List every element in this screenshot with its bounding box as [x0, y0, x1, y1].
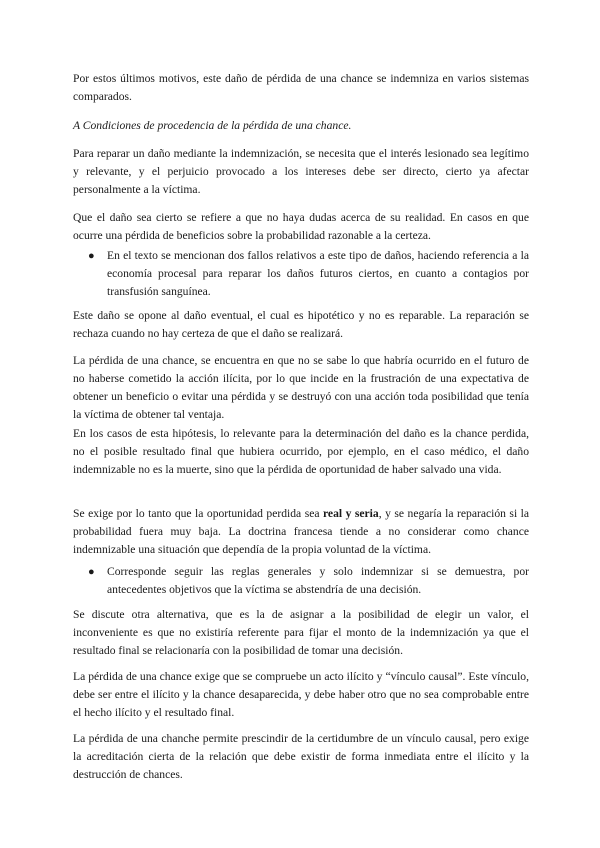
bullet-item-reglas	[88, 563, 529, 599]
paragraph-intro: Por estos últimos motivos, este daño de pérdida de una chance se indemniza en varios sistemas comparados.	[73, 72, 529, 103]
paragraph-real-seria: Se exige por lo tanto que la oportunidad perdida sea real y seria, y se negaría la reparación si la probabilidad fuera muy baja. La doctrina francesa tiende a no considerar como chance indemnizable una situación que dependía de la propia voluntad de la víctima.	[73, 507, 530, 556]
paragraph-alternativa: Se discute otra alternativa, que es la de asignar a la posibilidad de elegir un valor, el inconveniente es que no existiría referente para fijar el monto de la indemnización ya que el resultado final se relacionaría con la posibilidad de tomar una decisión.	[73, 608, 529, 657]
bullet-icon: ●	[88, 250, 95, 262]
paragraph-certidumbre: La pérdida de una chanche permite prescindir de la certidumbre de un vínculo causal, pero exige la acreditación cierta de la relación que debe existir de forma inmediata entre el ilícito y la destrucción de chances.	[73, 732, 529, 781]
bullet-item-fallos	[88, 247, 529, 301]
paragraph-perdida-chance: La pérdida de una chance, se encuentra en que no se sabe lo que habría ocurrido en el futuro de no haberse cometido la acción ilícita, por lo que incide en la frustración de una expectativa de obtener un beneficio o evitar una pérdida y se destruyó con una acción toda posibilidad que tenía la víctima de obtener tal ventaja.	[73, 354, 529, 421]
paragraph-eventual: Este daño se opone al daño eventual, el cual es hipotético y no es reparable. La reparación se rechaza cuando no hay certeza de que el daño se realizará.	[73, 309, 529, 340]
paragraph-requirements: Para reparar un daño mediante la indemnización, se necesita que el interés lesionado sea legítimo y relevante, y el perjuicio provocado a los intereses debe ser directo, cierto ya afectar personalmente a la víctima.	[73, 147, 529, 196]
paragraph-hipotesis: En los casos de esta hipótesis, lo relevante para la determinación del daño es la chance perdida, no el posible resultado final que hubiera ocurrido, por ejemplo, en el caso médico, el daño indemnizable no es la muerte, sino que la pérdida de oportunidad de haber salvado una vida.	[73, 427, 529, 476]
bullet-icon: ●	[88, 566, 95, 578]
paragraph-vinculo-causal: La pérdida de una chance exige que se compruebe un acto ilícito y “vínculo causal”. Este vínculo, debe ser entre el ilícito y la chance desaparecida, y debe haber otro que no sea comprobable entre el hecho ilícito y el resultado final.	[73, 670, 529, 719]
bullet-text: Corresponde seguir las reglas generales y solo indemnizar si se demuestra, por antecedentes objetivos que la víctima se abstendría de una decisión.	[107, 565, 529, 596]
paragraph-cierto: Que el daño sea cierto se refiere a que no haya dudas acerca de su realidad. En casos en que ocurre una pérdida de beneficios sobre la probabilidad razonable a la certeza.	[73, 211, 529, 242]
section-heading: A Condiciones de procedencia de la pérdida de una chance.	[73, 119, 352, 132]
bold-emphasis: real y seria	[323, 507, 379, 520]
bullet-text: En el texto se mencionan dos fallos relativos a este tipo de daños, haciendo referencia a la economía procesal para reparar los daños futuros ciertos, en cuanto a contagios por transfusión sanguínea.	[107, 249, 529, 298]
